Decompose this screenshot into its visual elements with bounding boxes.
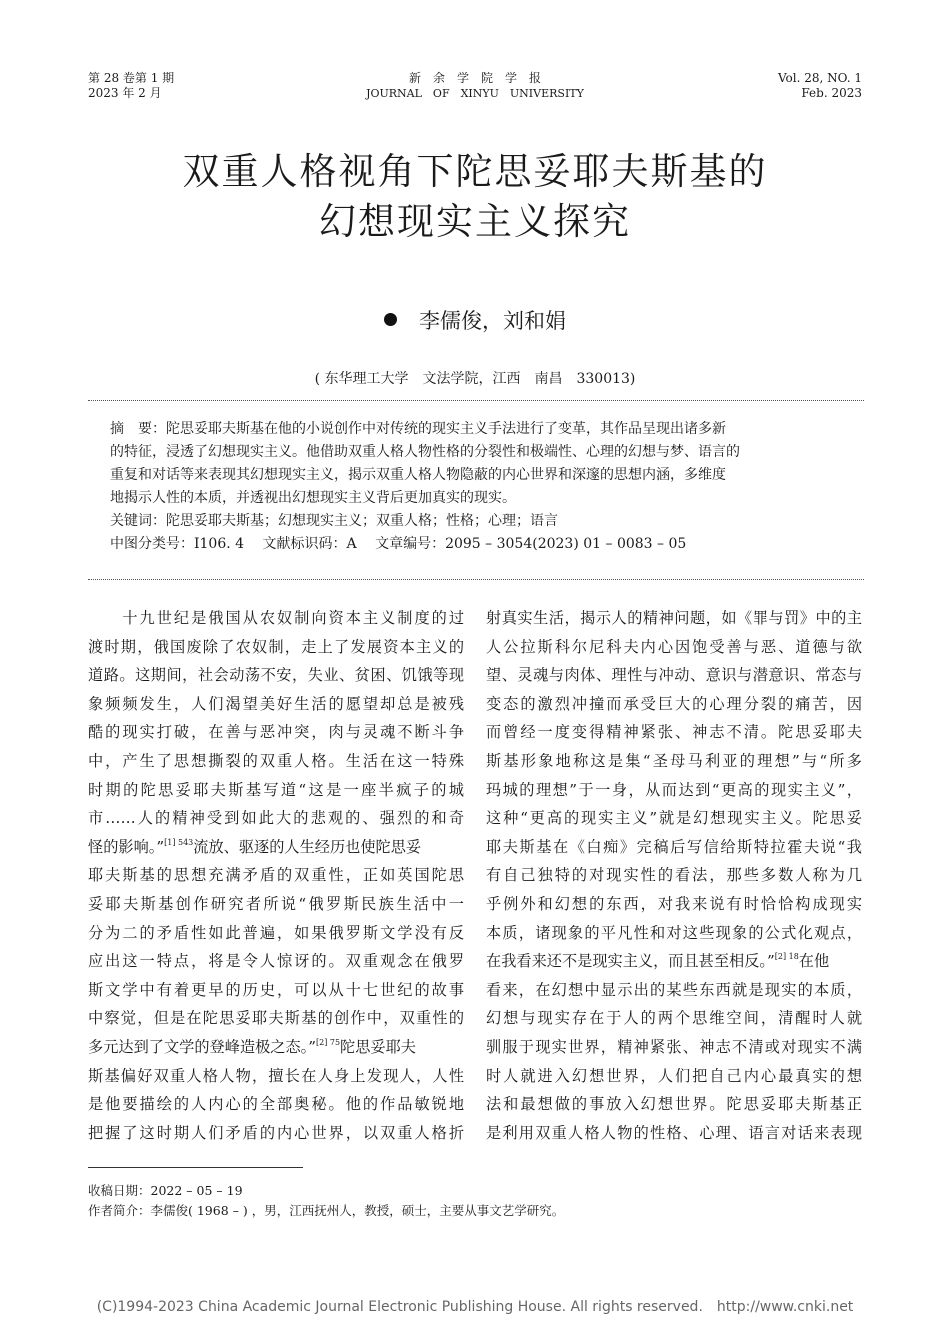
abstract-line-4: 地揭示人性的本质，并透视出幻想现实主义背后更加真实的现实。	[110, 490, 516, 506]
text-line: 市……人的精神受到如此大的悲观的、强烈的和奇	[88, 809, 464, 828]
text-line: 本质，诸现象的平凡性和对这些现象的公式化观点，	[486, 923, 862, 942]
abstract-bottom-divider	[88, 579, 864, 580]
text-line: 妥耶夫斯基创作研究者所说“俄罗斯民族生活中一	[88, 894, 464, 913]
abstract-top-divider	[88, 400, 864, 401]
text-line: 应出这一特点，将是令人惊讶的。双重观念在俄罗	[88, 952, 464, 971]
header-left-line1: 第 28 卷第 1 期	[88, 71, 175, 85]
text-line: 驯服于现实世界，精神紧张、神志不清或对现实不满	[486, 1037, 862, 1056]
text-line: 斯文学中有着更早的历史，可以从十七世纪的故事	[88, 980, 464, 999]
text-line: 而曾经一度变得精神紧张、神志不清。陀思妥耶夫	[486, 723, 862, 742]
affiliation: ( 东华理工大学 文法学院，江西 南昌 330013)	[314, 371, 636, 387]
journal-volume-english	[778, 71, 862, 101]
text-line: 有自己独特的对现实性的看法，那些多数人称为几	[486, 866, 862, 885]
classification-numbers: 中图分类号：I106. 4 文献标识码：A 文章编号：2095 – 3054(2023) 01 – 0083 – 05	[110, 536, 687, 552]
text-line-with-citation: 在我看来还不是现实主义，而且甚至相反。”$^{[2] 18}$在他	[486, 952, 830, 971]
text-line: 变态的激烈冲撞而承受巨大的心理分裂的痛苦，因	[486, 694, 862, 713]
keywords-text: 陀思妥耶夫斯基；幻想现实主义；双重人格；性格；心理；语言	[166, 513, 558, 529]
text-line: 中察觉，但是在陀思妥耶夫斯基的创作中，双重性的	[88, 1009, 464, 1028]
citation-ref: [2] 75	[315, 1037, 341, 1047]
text-line: 是他要描绘的人内心的全部奥秘。他的作品敏锐地	[88, 1095, 464, 1114]
journal-name-english: JOURNAL OF XINYU UNIVERSITY	[366, 87, 584, 100]
text-line-with-citation: 怪的影响。”$^{[1] 543}$流放、驱逐的人生经历也使陀思妥	[88, 837, 422, 856]
text-line: 中，产生了思想撕裂的双重人格。生活在这一特殊	[88, 751, 464, 770]
title-line2: 幻想现实主义探究	[319, 200, 631, 243]
copyright-footer: (C)1994-2023 China Academic Journal Electronic Publishing House. All rights reserved. http://www.cnki.net	[96, 1299, 854, 1315]
paper-title	[0, 149, 950, 245]
keywords-label: 关键词：	[110, 513, 166, 529]
author-list	[0, 305, 950, 335]
header-left-line2: 2023 年 2 月	[88, 86, 162, 100]
received-date: 收稿日期：2022 – 05 – 19	[88, 1183, 243, 1198]
body-left-column	[88, 604, 464, 1147]
text-line: 幻想与现实存在于人的两个思维空间，清醒时人就	[486, 1009, 862, 1028]
abstract-line-1: 摘 要：陀思妥耶夫斯基在他的小说创作中对传统的现实主义手法进行了变革，其作品呈现出诸多新	[110, 421, 726, 437]
authors-text: 李儒俊，刘和娟	[419, 309, 566, 333]
author-bio: 作者简介：李儒俊( 1968 – ) ，男，江西抚州人，教授，硕士，主要从事文艺学研究。	[88, 1203, 565, 1218]
citation-ref: [1] 543	[164, 837, 194, 847]
keywords	[110, 510, 858, 534]
abstract-line-2: 的特征，浸透了幻想现实主义。他借助双重人格人物性格的分裂性和极端性、心理的幻想与梦、语言的	[110, 444, 740, 460]
text-line: 十九世纪是俄国从农奴制向资本主义制度的过	[88, 609, 464, 627]
text-line: 耶夫斯基的思想充满矛盾的双重性，正如英国陀思	[88, 866, 464, 885]
text-line: 看来，在幻想中显示出的某些东西就是现实的本质，	[486, 980, 862, 999]
text-line: 分为二的矛盾性如此普遍，如果俄罗斯文学没有反	[88, 923, 464, 942]
text-line: 时人就进入幻想世界，人们把自己内心最真实的想	[486, 1066, 862, 1085]
text-line: 象频频发生，人们渴望美好生活的愿望却总是被残	[88, 694, 464, 713]
abstract-label: 摘 要：	[110, 421, 166, 437]
text-line: 斯基偏好双重人格人物，擅长在人身上发现人，人性	[88, 1066, 464, 1085]
text-line: 乎例外和幻想的东西，对我来说有时恰恰构成现实	[486, 894, 862, 913]
bullet-icon	[384, 313, 397, 326]
abstract-line-3: 重复和对话等来表现其幻想现实主义，揭示双重人格人物隐蔽的内心世界和深邃的思想内涵，多维度	[110, 467, 726, 483]
text-line: 这种“更高的现实主义”就是幻想现实主义。陀思妥	[486, 809, 862, 828]
text-line: 射真实生活，揭示人的精神问题，如《罪与罚》中的主	[486, 609, 862, 627]
text-line: 人公拉斯科尔尼科夫内心因饱受善与恶、道德与欲	[486, 637, 862, 656]
text-line: 耶夫斯基在《白痴》完稿后写信给斯特拉霍夫说“我	[486, 837, 862, 856]
text-line: 时期的陀思妥耶夫斯基写道“这是一座半疯子的城	[88, 780, 464, 799]
text-line: 是利用双重人格人物的性格、心理、语言对话来表现	[486, 1123, 862, 1142]
text-line: 酷的现实打破，在善与恶冲突，肉与灵魂不断斗争	[88, 723, 464, 742]
header-right-line1: Vol. 28, NO. 1	[777, 71, 862, 85]
body-right-column	[486, 604, 862, 1147]
text-line: 法和最想做的事放入幻想世界。陀思妥耶夫斯基正	[486, 1095, 862, 1114]
title-line1: 双重人格视角下陀思妥耶夫斯基的	[182, 150, 768, 193]
text-line: 把握了这时期人们矛盾的内心世界，以双重人格折	[88, 1123, 464, 1142]
journal-name-chinese: 新 余 学 院 学 报	[408, 71, 541, 85]
footnote-rule	[88, 1167, 303, 1168]
text-line: 玛城的理想”于一身，从而达到“更高的现实主义”，	[486, 780, 862, 799]
citation-ref: [2] 18	[774, 952, 799, 962]
header-right-line2: Feb. 2023	[801, 86, 862, 100]
text-line: 道路。这期间，社会动荡不安，失业、贫困、饥饿等现	[88, 666, 464, 685]
text-line: 斯基形象地称这是集“圣母马利亚的理想”与“所多	[486, 751, 862, 770]
text-line-with-citation: 多元达到了文学的登峰造极之态。”$^{[2] 75}$陀思妥耶夫	[88, 1037, 416, 1056]
text-line: 渡时期，俄国废除了农奴制，走上了发展资本主义的	[88, 637, 464, 656]
text-line: 望、灵魂与肉体、理性与冲动、意识与潜意识、常态与	[486, 666, 862, 685]
